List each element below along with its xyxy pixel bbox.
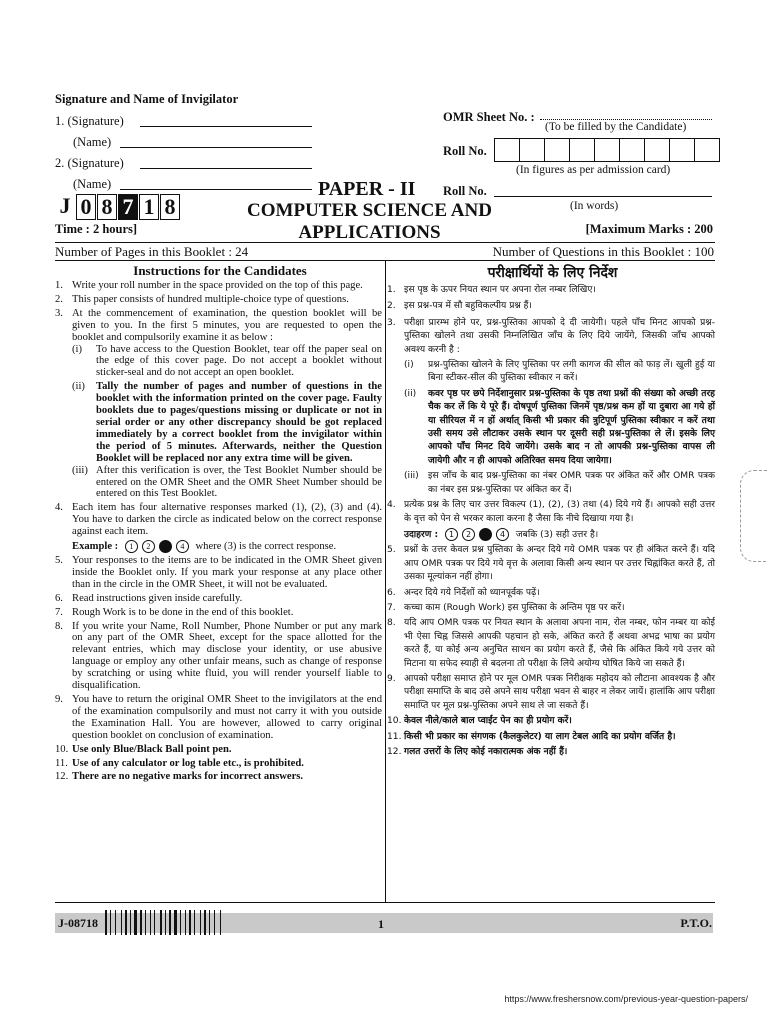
barcode-bar bbox=[165, 910, 166, 935]
english-instructions bbox=[55, 280, 382, 783]
instruction-item: 7. Rough Work is to be done in the end of this booklet. bbox=[55, 606, 294, 618]
signature-2-label: 2. (Signature) bbox=[55, 156, 124, 170]
barcode-bar bbox=[138, 910, 139, 935]
instruction-subitem: (iii) After this verification is over, the Test Booklet Number should be entered on the OMR Sheet and the OMR Sheet Number should be entered on this Test Booklet. bbox=[72, 464, 382, 500]
omr-sheet-field[interactable] bbox=[540, 119, 712, 120]
bubble-4: 4 bbox=[496, 528, 509, 541]
barcode-bar bbox=[143, 910, 144, 935]
barcode-bar bbox=[140, 910, 142, 935]
code-digit: 1 bbox=[139, 194, 159, 220]
roll-digit-box[interactable] bbox=[619, 138, 645, 162]
code-digit: 8 bbox=[97, 194, 117, 220]
code-digit: 8 bbox=[160, 194, 180, 220]
barcode-bar bbox=[130, 910, 131, 935]
barcode-bar bbox=[112, 910, 114, 935]
instruction-item: 9. आपको परीक्षा समाप्त होने पर मूल OMR पत्रक निरीक्षक महोदय को लौटाना आवश्यक है और परीक्षा समाप्ति के बाद उसे अपने साथ परीक्षा भवन से बाहर न लेकर जायें। हालांकि आप परीक्षा समाप्ति पर मूल प्रश्न-पुस्तिका अपने साथ ले जा सकते हैं। bbox=[387, 673, 715, 711]
name-2-label: (Name) bbox=[73, 177, 112, 191]
instruction-subitem: (iii) इस जाँच के बाद प्रश्न-पुस्तिका का नंबर OMR पत्रक पर अंकित करें और OMR पत्रक का नंबर इस प्रश्न-पुस्तिका पर अंकित कर दें। bbox=[404, 471, 715, 495]
instruction-subitem: (i) प्रश्न-पुस्तिका खोलने के लिए पुस्तिका पर लगी कागज की सील को फाड़ लें। खुली हुई या बिना स्टीकर-सील की पुस्तिका स्वीकार न करें। bbox=[404, 360, 715, 384]
barcode-bar bbox=[200, 910, 201, 935]
roll-digit-box[interactable] bbox=[519, 138, 545, 162]
page-number: 1 bbox=[378, 917, 384, 931]
instruction-subitem: (ii) कवर पृष्ठ पर छपे निर्देशानुसार प्रश्न-पुस्तिका के पृष्ठ तथा प्रश्नों की संख्या को अच्छी तरह चैक कर लें कि ये पूरे हैं। दोषपूर्ण पुस्तिका जिनमें पृष्ठ/प्रश्न कम हों या दुबारा आ गये हों या सीरियल में न हों अर्थात् किसी भी प्रकार की त्रुटिपूर्ण पुस्तिका स्वीकार न करें तथा उसी समय उसे लौटाकर उसके स्थान पर दूसरी सही प्रश्न-पुस्तिका ले लें। इसके लिए आपको पाँच मिनट दिये जायेंगे। उसके बाद न तो आपकी प्रश्न-पुस्तिका वापस ली जायेगी और न ही आपको अतिरिक्त समय दिया जायेगा। bbox=[404, 388, 715, 466]
time-label: Time : 2 hours] bbox=[55, 222, 138, 236]
roll-number-boxes[interactable] bbox=[494, 138, 719, 162]
footer-paper-code: J-08718 bbox=[58, 916, 98, 930]
roll-digit-box[interactable] bbox=[544, 138, 570, 162]
roll-digit-box[interactable] bbox=[694, 138, 720, 162]
barcode-bar bbox=[180, 910, 181, 935]
pto-label: P.T.O. bbox=[680, 916, 712, 930]
bubble-2: 2 bbox=[142, 540, 155, 553]
bubble-4: 4 bbox=[176, 540, 189, 553]
bubble-2: 2 bbox=[462, 528, 475, 541]
barcode-bar bbox=[172, 910, 173, 935]
roll-number-label: Roll No. bbox=[443, 144, 487, 158]
code-digit: 0 bbox=[76, 194, 96, 220]
instruction-item: 1. Write your roll number in the space provided on the top of this page. bbox=[55, 280, 363, 291]
instruction-item: 3. परीक्षा प्रारम्भ होने पर, प्रश्न-पुस्तिका आपको दे दी जायेगी। पहले पाँच मिनट आपको प्रश्न-पुस्तिका खोलने तथा उसकी निम्नलिखित जाँच के लिए दिये जायेंगे, जिसकी जाँच आपको अवश्य करनी है : bbox=[387, 317, 715, 355]
question-count: Number of Questions in this Booklet : 100 bbox=[492, 244, 714, 259]
instruction-subitem: (ii) Tally the number of pages and number of questions in the booklet with the information printed on the cover page. Faulty booklets due to pages/questions missing or duplicate or not in serial order or any other discrepancy should be got replaced immediately by a correct booklet from the invigilator within the period of 5 minutes. Afterwards, neither the Question Booklet will be replaced nor any extra time will be given. bbox=[72, 381, 382, 464]
barcode-bar bbox=[222, 910, 223, 935]
instruction-item: 12. There are no negative marks for incorrect answers. bbox=[55, 771, 304, 783]
barcode-bar bbox=[128, 910, 129, 935]
instruction-item: 6. Read instructions given inside carefully. bbox=[55, 592, 243, 604]
instruction-item: 12. गलत उत्तरों के लिए कोई नकारात्मक अंक नहीं हैं। bbox=[387, 747, 568, 757]
invigilator-title: Signature and Name of Invigilator bbox=[55, 92, 239, 106]
barcode bbox=[105, 910, 245, 935]
barcode-bar bbox=[117, 910, 120, 935]
barcode-bar bbox=[115, 910, 116, 935]
barcode-bar bbox=[150, 910, 151, 935]
barcode-bar bbox=[125, 910, 127, 935]
barcode-bar bbox=[209, 910, 210, 935]
omr-fill-note: (To be filled by the Candidate) bbox=[545, 121, 687, 133]
bubble-1: 1 bbox=[445, 528, 458, 541]
barcode-bar bbox=[207, 910, 208, 935]
instruction-item: 8. If you write your Name, Roll Number, Phone Number or put any mark on any part of the OMR Sheet, except for the space allotted for the relevant entries, which may disclose your identity, or use abusive language or employ any other unfair means, such as change of response by scratching or using white fluid, you will render yourself liable to disqualification. bbox=[55, 620, 382, 692]
instruction-item: 10. Use only Blue/Black Ball point pen. bbox=[55, 743, 232, 755]
column-divider bbox=[385, 260, 386, 902]
paper-code-box bbox=[55, 194, 181, 220]
barcode-bar bbox=[220, 910, 221, 935]
barcode-bar bbox=[156, 910, 159, 935]
example-bubbles bbox=[445, 528, 509, 541]
paper-title: PAPER - II bbox=[318, 178, 416, 200]
instruction-subitem: (i) To have access to the Question Booklet, tear off the paper seal on the edge of this cover page. Do not accept a booklet without sticker-seal and do not accept an open booklet. bbox=[72, 343, 382, 379]
name-1-line bbox=[120, 147, 312, 148]
side-tear-mark bbox=[740, 470, 768, 562]
max-marks-label: [Maximum Marks : 200 bbox=[585, 222, 713, 236]
barcode-bar bbox=[152, 910, 153, 935]
barcode-bar bbox=[211, 910, 213, 935]
hindi-instructions bbox=[387, 284, 715, 759]
instruction-item: 10. केवल नीले/काले बाल प्वाईंट पेन का ही प्रयोग करें। bbox=[387, 716, 572, 727]
instruction-item: 7. कच्चा काम (Rough Work) इस पुस्तिका के अन्तिम पृष्ठ पर करें। bbox=[387, 602, 625, 613]
barcode-bar bbox=[194, 910, 195, 935]
example-bubbles bbox=[125, 540, 189, 553]
instruction-item: 5. Your responses to the items are to be indicated in the OMR Sheet given inside the Booklet only. If you mark your response at any place other than in the circle in the OMR Sheet, it will not be evaluated. bbox=[55, 555, 382, 590]
instruction-item: 5. प्रश्नों के उत्तर केवल प्रश्न पुस्तिका के अन्दर दिये गये OMR पत्रक पर ही अंकित करने हैं। यदि आप OMR पत्रक पर दिये गये वृत्त के अलावा किसी अन्य स्थान पर उत्तर चिह्नांकित करते हैं, तो उसका मूल्यांकन नहीं होगा। bbox=[387, 545, 715, 583]
barcode-bar bbox=[196, 910, 199, 935]
words-note: (In words) bbox=[570, 200, 619, 212]
barcode-bar bbox=[134, 910, 137, 935]
barcode-bar bbox=[204, 910, 206, 935]
barcode-bar bbox=[202, 910, 203, 935]
barcode-bar bbox=[110, 910, 111, 935]
instruction-item: 9. You have to return the original OMR Sheet to the invigilators at the end of the examination compulsorily and must not carry it with you outside the Examination Hall. You are however, allowed to carry original question booklet on conclusion of examination. bbox=[55, 694, 382, 741]
bubble-1: 1 bbox=[125, 540, 138, 553]
divider bbox=[55, 242, 715, 243]
barcode-bar bbox=[178, 910, 179, 935]
barcode-bar bbox=[192, 910, 193, 935]
instruction-item: 8. यदि आप OMR पत्रक पर नियत स्थान के अलावा अपना नाम, रोल नम्बर, फोन नम्बर या कोई भी ऐसा चिह्न जिससे आपकी पहचान हो सके, अंकित करते हैं अथवा अभद्र भाषा का प्रयोग करते हैं, या कोई अन्य अनुचित साधन का प्रयोग करते हैं, जैसे कि अंकित किये गये उत्तर को मिटाना या सफेद स्याही से बदलना तो परीक्षा के लिये अयोग्य घोषित किये जा सकते हैं। bbox=[387, 618, 715, 669]
code-letter: J bbox=[59, 193, 71, 218]
bubble-filled bbox=[479, 528, 492, 541]
roll-number-words-label: Roll No. bbox=[443, 184, 487, 198]
barcode-bar bbox=[123, 910, 124, 935]
source-url[interactable]: https://www.freshersnow.com/previous-year-question-papers/ bbox=[504, 994, 748, 1004]
roll-digit-box[interactable] bbox=[494, 138, 520, 162]
barcode-bar bbox=[182, 910, 184, 935]
roll-digit-box[interactable] bbox=[569, 138, 595, 162]
signature-1-line bbox=[140, 126, 312, 127]
barcode-bar bbox=[187, 910, 188, 935]
signature-1-label: 1. (Signature) bbox=[55, 114, 124, 128]
name-1-label: (Name) bbox=[73, 135, 112, 149]
instruction-item: 2. This paper consists of hundred multiple-choice type of questions. bbox=[55, 293, 349, 305]
barcode-bar bbox=[121, 910, 122, 935]
divider bbox=[55, 902, 715, 903]
barcode-bar bbox=[214, 910, 215, 935]
instruction-item: 2. इस प्रश्न-पत्र में सौ बहुविकल्पीय प्रश्न हैं। bbox=[387, 301, 532, 312]
example-row: Example : 1 2 4 where (3) is the correct response. bbox=[72, 540, 337, 552]
omr-sheet-label: OMR Sheet No. : bbox=[443, 110, 535, 124]
barcode-bar bbox=[189, 910, 191, 935]
name-2-line bbox=[120, 189, 312, 190]
page-count: Number of Pages in this Booklet : 24 bbox=[55, 244, 249, 259]
hindi-heading: परीक्षार्थियों के लिए निर्देश bbox=[487, 265, 618, 281]
english-heading: Instructions for the Candidates bbox=[133, 263, 307, 278]
signature-2-line bbox=[140, 168, 312, 169]
barcode-bar bbox=[163, 910, 164, 935]
instruction-item: 3. At the commencement of examination, the question booklet will be given to you. In the first 5 minutes, you are requested to open the booklet and compulsorily examine it as below : bbox=[55, 307, 382, 343]
barcode-bar bbox=[169, 910, 171, 935]
barcode-bar bbox=[160, 910, 162, 935]
barcode-bar bbox=[185, 910, 186, 935]
instruction-item: 1. इस पृष्ठ के ऊपर नियत स्थान पर अपना रोल नम्बर लिखिए। bbox=[387, 285, 596, 295]
barcode-bar bbox=[105, 910, 107, 935]
barcode-bar bbox=[147, 910, 149, 935]
roll-digit-box[interactable] bbox=[644, 138, 670, 162]
roll-digit-box[interactable] bbox=[669, 138, 695, 162]
barcode-bar bbox=[154, 910, 155, 935]
roll-digit-box[interactable] bbox=[594, 138, 620, 162]
barcode-bar bbox=[167, 910, 168, 935]
roll-figures-note: (In figures as per admission card) bbox=[516, 164, 671, 176]
barcode-bar bbox=[145, 910, 146, 935]
instruction-item: 6. अन्दर दिये गये निर्देशों को ध्यानपूर्वक पढ़ें। bbox=[387, 587, 540, 598]
example-row: उदाहरण : 1 2 4 जबकि (3) सही उत्तर है। bbox=[404, 529, 599, 540]
barcode-bar bbox=[174, 910, 177, 935]
instruction-item: 11. किसी भी प्रकार का संगणक (कैलकुलेटर) या लाग टेबल आदि का प्रयोग वर्जित है। bbox=[387, 731, 676, 742]
barcode-bar bbox=[108, 910, 109, 935]
barcode-bar bbox=[132, 910, 133, 935]
bubble-filled bbox=[159, 540, 172, 553]
instruction-item: 4. प्रत्येक प्रश्न के लिए चार उत्तर विकल्प (1), (2), (3) तथा (4) दिये गये हैं। आपको सही उत्तर के वृत्त को पेन से भरकर काला करना है जैसा कि नीचे दिखाया गया है। bbox=[387, 500, 715, 524]
instruction-item: 4. Each item has four alternative responses marked (1), (2), (3) and (4). You have to darken the circle as indicated below on the correct response against each item. bbox=[55, 502, 382, 538]
code-digit: 7 bbox=[118, 194, 138, 220]
barcode-bar bbox=[216, 910, 219, 935]
roll-number-words-field[interactable] bbox=[494, 196, 712, 197]
instruction-item: 11. Use of any calculator or log table etc., is prohibited. bbox=[55, 757, 304, 769]
subject-title: COMPUTER SCIENCE AND APPLICATIONS bbox=[247, 200, 492, 243]
